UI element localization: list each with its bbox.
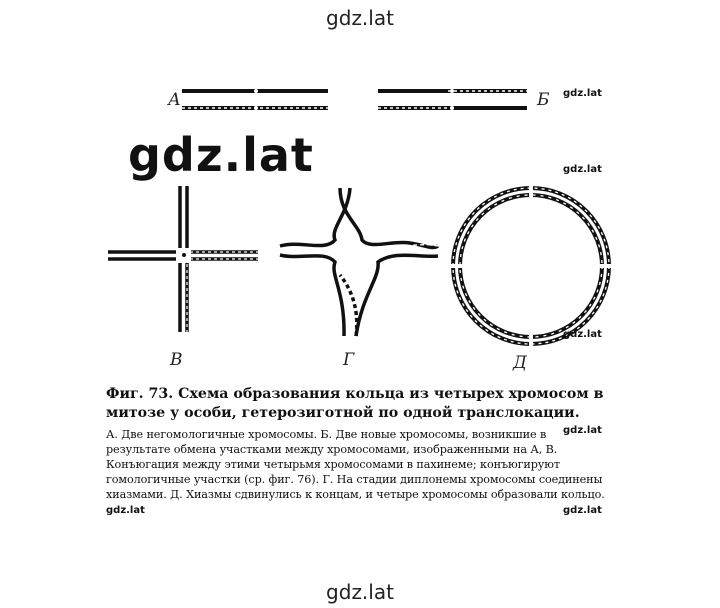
watermark-small: gdz.lat — [563, 329, 602, 340]
watermark-small: gdz.lat — [563, 88, 602, 99]
label-d: Д — [513, 353, 527, 373]
diagram-a — [182, 89, 328, 110]
diagram-b — [378, 89, 527, 110]
label-v: В — [170, 350, 183, 370]
watermark-bottom: gdz.lat — [326, 580, 394, 604]
label-b: Б — [537, 90, 550, 110]
diagram-v — [108, 186, 258, 332]
label-g: Г — [343, 350, 355, 370]
watermark-small: gdz.lat — [106, 505, 145, 516]
diagram-g — [280, 188, 438, 336]
watermark-small: gdz.lat — [563, 164, 602, 175]
watermark-small: gdz.lat — [563, 425, 602, 436]
watermark-small: gdz.lat — [563, 505, 602, 516]
watermark-large: gdz.lat — [128, 128, 314, 182]
diagram-d — [448, 183, 614, 349]
figure-caption — [106, 385, 606, 502]
caption-title: Фиг. 73. Схема образования кольца из четырех хромосом в митозе у особи, гетерозиготной по одной транслокации. — [106, 386, 604, 421]
caption-description: А. Две негомологичные хромосомы. Б. Две новые хромосомы, возникшие в результате обмена участками между хромосомами, изображенными на А, В. Конъюгация между этими четырьмя хромосомами в пахинеме; конъюгируют гомологичные участки (ср. фиг. 76). Г. На стадии диплонемы хромосомы соединены хиазмами. Д. Хиазмы сдвинулись к концам, и четыре хромосомы образовали кольцо. — [106, 428, 605, 501]
watermark-top: gdz.lat — [326, 6, 394, 30]
label-a: А — [168, 90, 181, 110]
